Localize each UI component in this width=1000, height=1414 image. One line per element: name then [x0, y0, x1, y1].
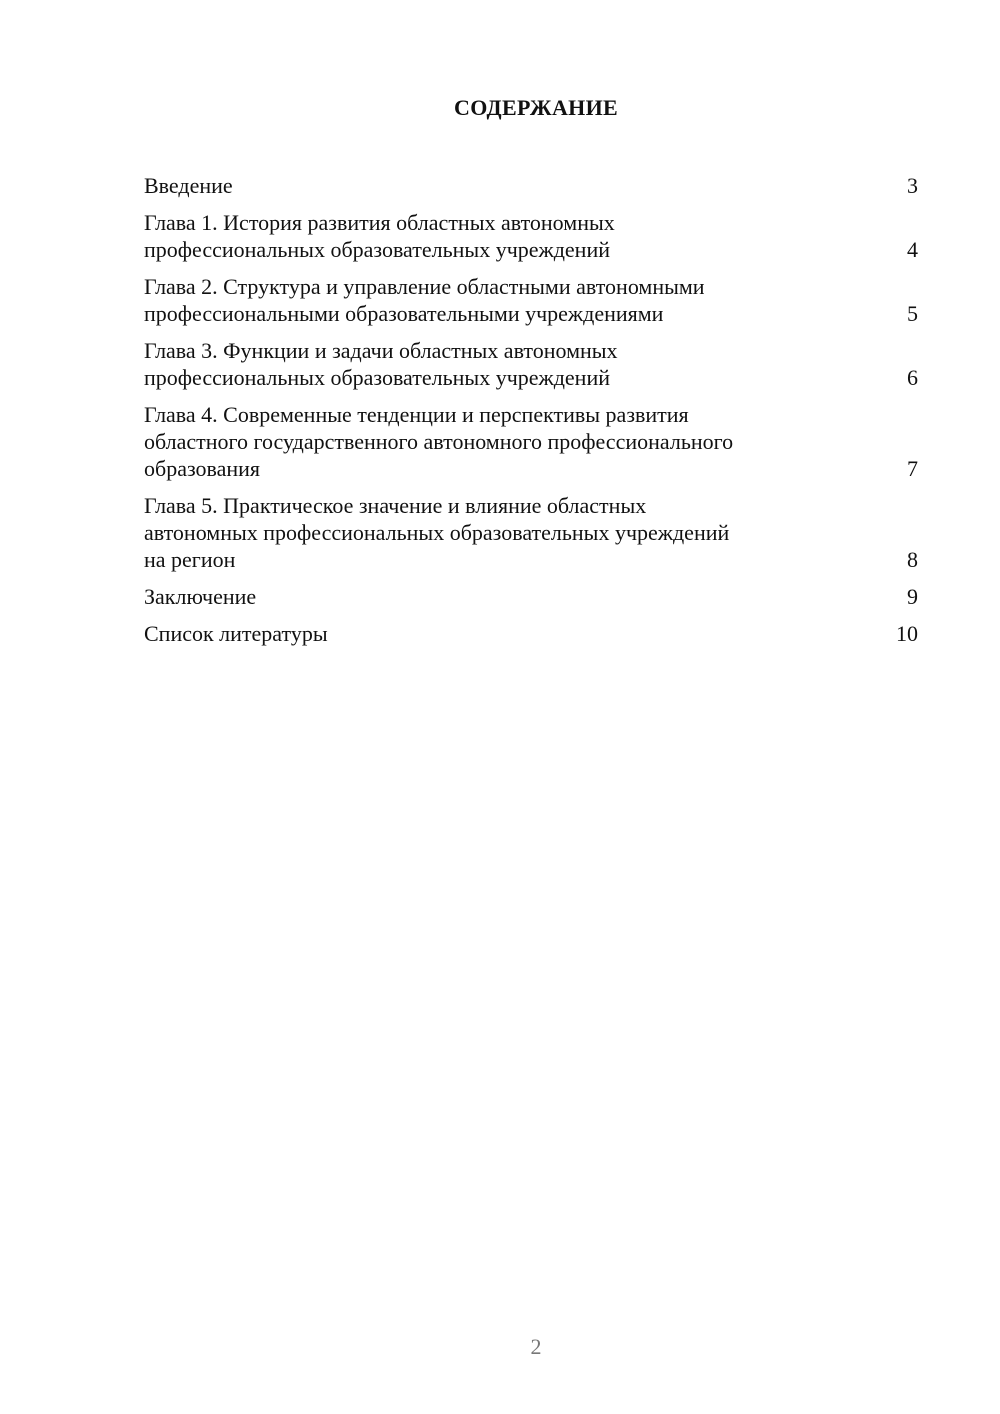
toc-item-references[interactable]	[144, 620, 918, 647]
toc-item-page: 8	[907, 547, 918, 572]
toc-item-chapter-4[interactable]	[144, 401, 918, 482]
toc-item-conclusion[interactable]	[144, 583, 918, 610]
page-number: 2	[530, 1334, 542, 1359]
toc-item-page: 7	[907, 456, 918, 481]
toc-item-chapter-3[interactable]	[144, 337, 918, 391]
toc-item-chapter-2[interactable]	[144, 273, 918, 327]
toc-item-label: Глава 4. Современные тенденции и перспективы развития областного государственного автономного профессионального образования	[144, 402, 734, 481]
toc-item-chapter-5[interactable]	[144, 492, 918, 573]
toc-item-label: Глава 3. Функции и задачи областных автономных профессиональных образовательных учреждений	[144, 338, 618, 390]
toc-item-label: Список литературы	[144, 621, 328, 646]
toc-item-label: Введение	[144, 173, 233, 198]
toc-item-page: 9	[907, 584, 918, 609]
toc-item-chapter-1[interactable]	[144, 209, 918, 263]
toc-item-page: 6	[907, 365, 918, 390]
table-of-contents	[144, 172, 918, 657]
toc-item-label: Заключение	[144, 584, 257, 609]
toc-item-label: Глава 5. Практическое значение и влияние областных автономных профессиональных образовательных учреждений на регион	[144, 493, 730, 572]
toc-title: СОДЕРЖАНИЕ	[454, 95, 618, 120]
toc-item-page: 3	[907, 173, 918, 198]
toc-item-page: 5	[907, 301, 918, 326]
toc-item-label: Глава 1. История развития областных автономных профессиональных образовательных учреждений	[144, 210, 615, 262]
toc-item-page: 4	[907, 237, 918, 262]
toc-item-page: 10	[896, 621, 918, 646]
toc-item-introduction[interactable]	[144, 172, 918, 199]
toc-item-label: Глава 2. Структура и управление областными автономными профессиональными образовательными учреждениями	[144, 274, 705, 326]
